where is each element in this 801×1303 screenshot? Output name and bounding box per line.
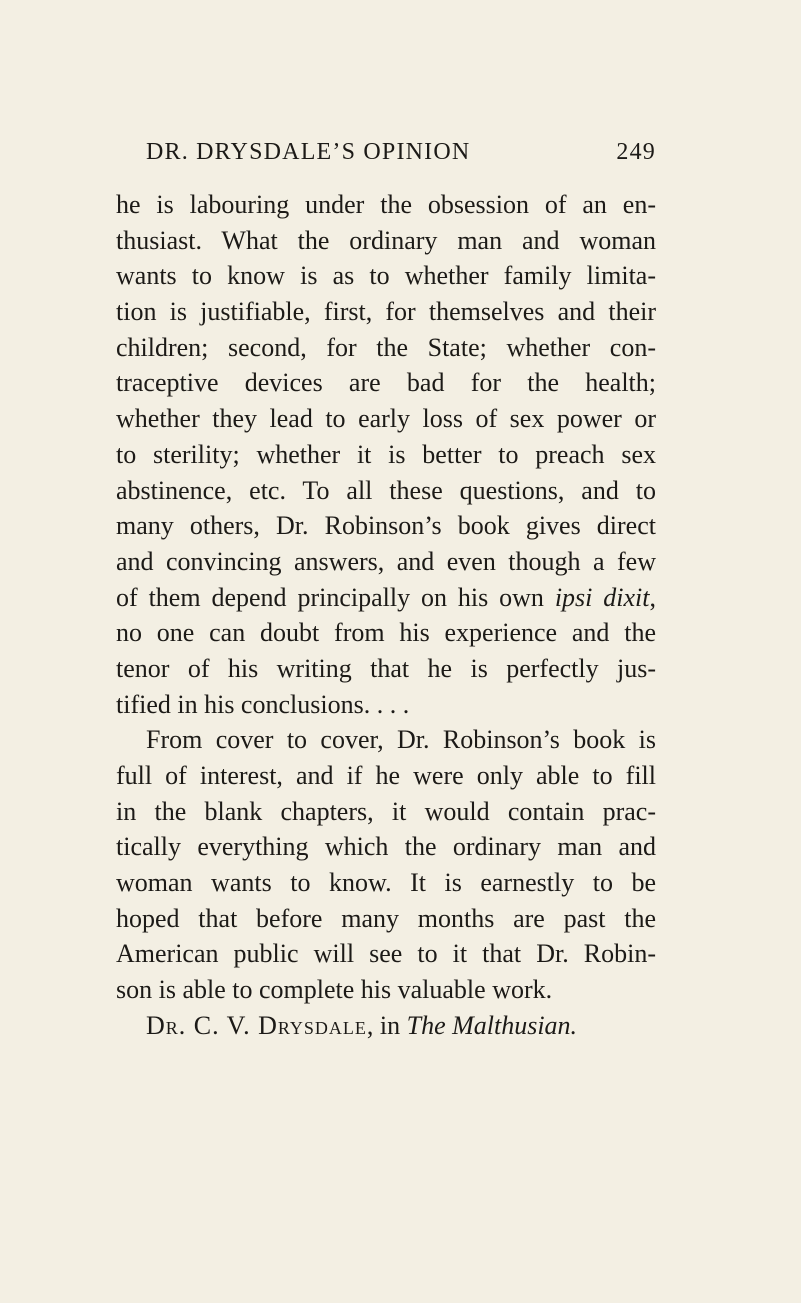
text-line: tically everything which the ordinary man and [116, 832, 656, 862]
text-line: many others, Dr. Robinson’s book gives direct [116, 511, 656, 541]
running-head [146, 139, 656, 173]
text-line: tion is justifiable, first, for themselves and their [116, 297, 656, 327]
attribution-connector: , in [366, 1010, 407, 1040]
text-line: thusiast. What the ordinary man and woman [116, 225, 656, 255]
text-line: traceptive devices are bad for the health; [116, 368, 656, 398]
text-line: whether they lead to early loss of sex power or [116, 404, 656, 434]
attribution-author: Dr. C. V. Drysdale [146, 1010, 367, 1040]
text-line: no one can doubt from his experience and the [116, 618, 656, 648]
text-line-ipsi-dixit [116, 580, 656, 616]
text-line: tenor of his writing that he is perfectly jus- [116, 653, 656, 683]
body-text [116, 187, 656, 1044]
text-line: hoped that before many months are past the [116, 903, 656, 933]
text-line: full of interest, and if he were only able to fill [116, 761, 656, 790]
attribution-line [116, 1008, 656, 1044]
paragraph-end-line: son is able to complete his valuable work. [116, 975, 553, 1005]
text-line: in the blank chapters, it would contain prac- [116, 796, 656, 826]
text-fragment: , [649, 582, 656, 612]
text-line: wants to know is as to whether family limita- [116, 261, 656, 291]
italic-phrase: ipsi dixit [554, 582, 650, 612]
text-line: abstinence, etc. To all these questions, and to [116, 475, 656, 505]
chapter-title: DR. DRYSDALE’S OPINION [146, 139, 471, 165]
paragraph-end-line: tified in his conclusions. . . . [116, 689, 410, 719]
text-line: American public will see to it that Dr. Robin- [116, 939, 656, 969]
text-fragment: of them depend principally on his own [116, 582, 555, 612]
text-line: to sterility; whether it is better to preach sex [116, 439, 656, 469]
text-line: woman wants to know. It is earnestly to be [116, 868, 656, 898]
page-number: 249 [616, 139, 656, 165]
text-line: he is labouring under the obsession of an en- [116, 190, 656, 219]
attribution-source: The Malthusian. [406, 1010, 578, 1040]
text-line: and convincing answers, and even though a few [116, 546, 656, 576]
text-line: children; second, for the State; whether con- [116, 332, 656, 362]
paragraph-start-line: From cover to cover, Dr. Robinson’s book is [146, 725, 656, 755]
